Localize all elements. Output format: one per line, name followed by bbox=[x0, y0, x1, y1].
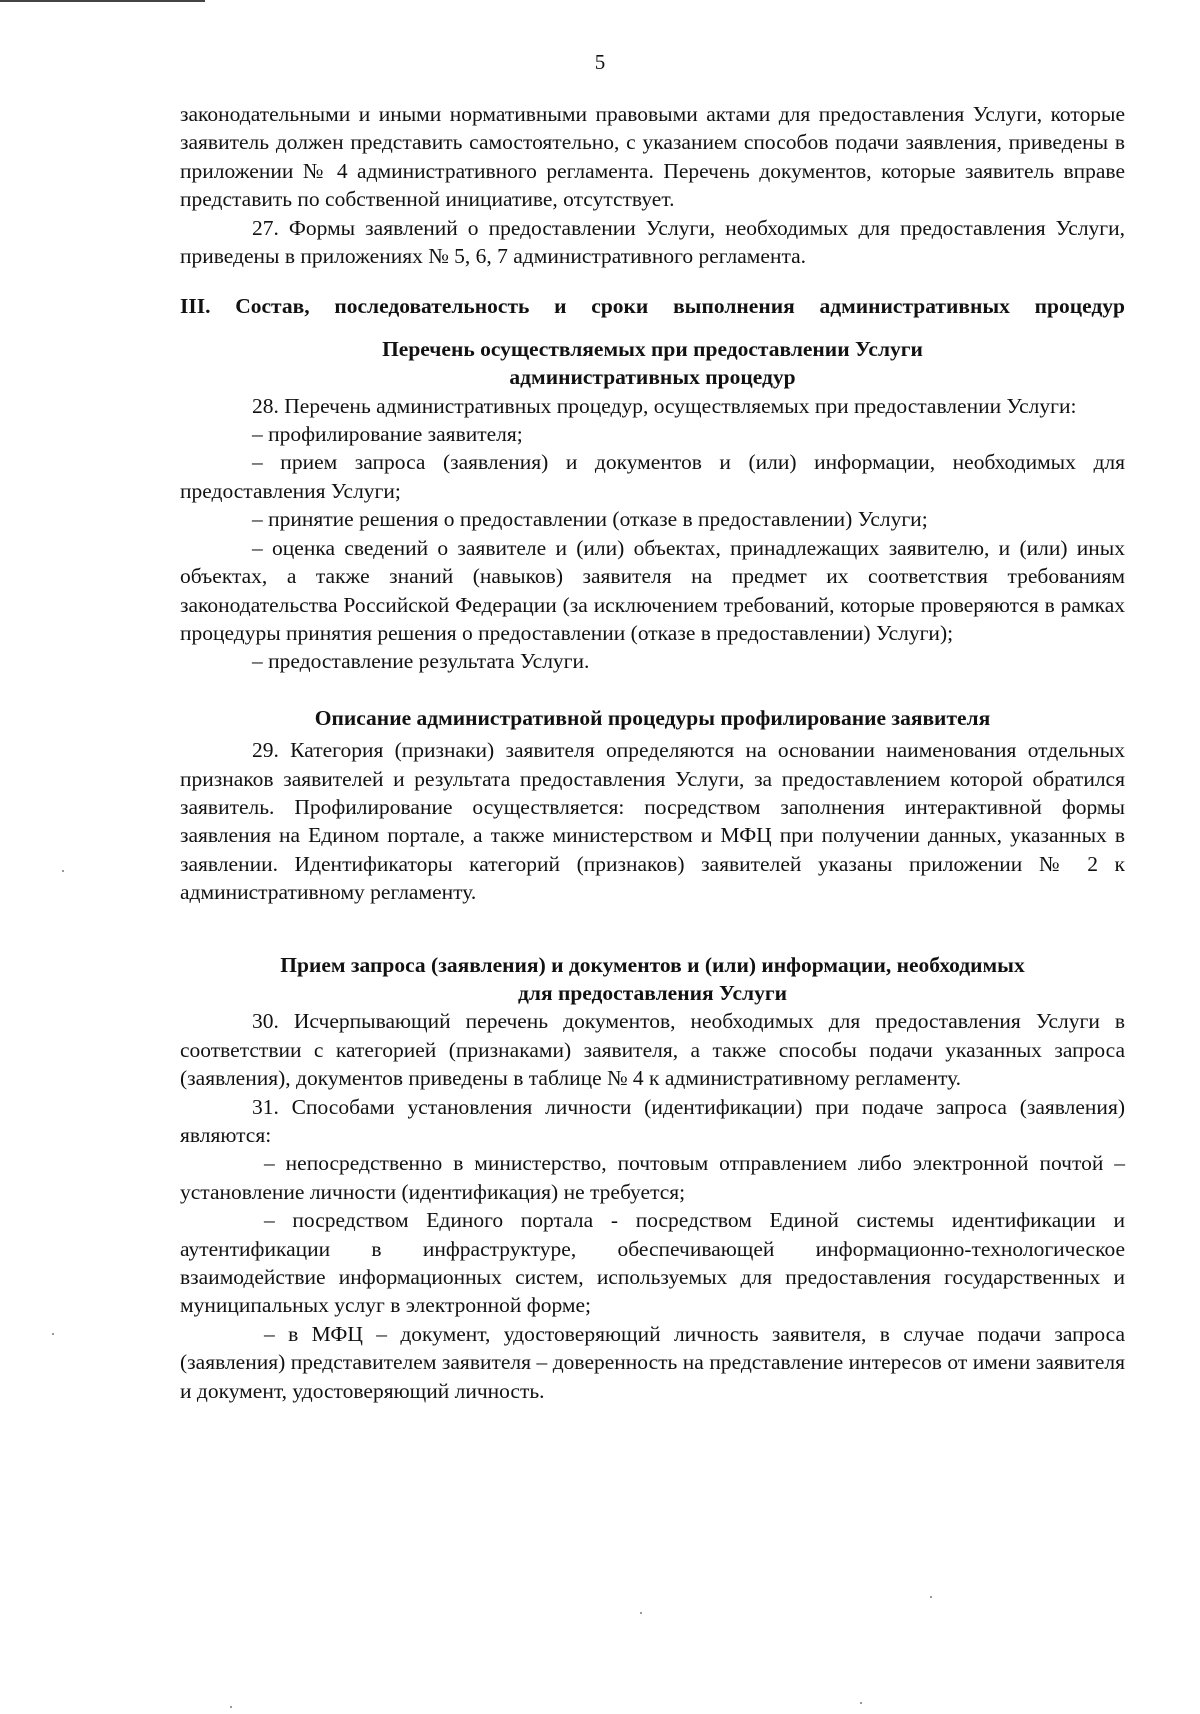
list-item-portal: – посредством Единого портала - посредством Единой системы идентификации и аутентификации в инфраструктуре, обеспечивающей информационно-технологическое взаимодействие информационных систем, используемых для предоставления государственных и муниципальных услуг в электронной форме; bbox=[180, 1208, 1125, 1318]
paragraph-28: 28. Перечень административных процедур, осуществляемых при предоставлении Услуги: bbox=[252, 393, 1077, 418]
scan-speck bbox=[62, 870, 64, 872]
subheading-profiling: Описание административной процедуры профилирование заявителя bbox=[314, 705, 991, 730]
paragraph-30: 30. Исчерпывающий перечень документов, необходимых для предоставления Услуги в соответствии с категорией (признаками) заявителя, а также способы подачи указанных запроса (заявления), документов приведены в таблице № 4 к административному регламенту. bbox=[180, 1009, 1125, 1091]
document-body bbox=[180, 100, 1125, 1405]
list-item-reception: – прием запроса (заявления) и документов и (или) информации, необходимых для предоставления Услуги; bbox=[180, 450, 1125, 503]
subheading-reception-line2: для предоставления Услуги bbox=[518, 980, 787, 1005]
scan-edge-line bbox=[0, 0, 205, 2]
paragraph-29: 29. Категория (признаки) заявителя определяются на основании наименования отдельных признаков заявителей и результата предоставления Услуги, за предоставлением которой обратился заявитель. Профилирование осуществляется: посредством заполнения интерактивной формы заявления на Едином портале, а также министерством и МФЦ при получении данных, указанных в заявлении. Идентификаторы категорий (признаков) заявителей указаны приложении № 2 к административному регламенту. bbox=[180, 738, 1125, 905]
list-item-profiling: – профилирование заявителя; bbox=[252, 422, 523, 447]
scan-speck bbox=[640, 1612, 642, 1614]
list-item-result: – предоставление результата Услуги. bbox=[252, 649, 590, 674]
page-number: 5 bbox=[594, 50, 606, 74]
subheading-procedures-line2: административных процедур bbox=[509, 365, 796, 390]
scan-speck bbox=[230, 1706, 232, 1708]
section-heading-iii: III. Состав, последовательность и сроки выполнения административных процедур bbox=[180, 294, 1125, 319]
list-item-mfc: – в МФЦ – документ, удостоверяющий личность заявителя, в случае подачи запроса (заявления) представителем заявителя – доверенность на представление интересов от имени заявителя и документ, удостоверяющий личность. bbox=[180, 1321, 1125, 1403]
scan-speck bbox=[52, 1333, 54, 1335]
scan-speck bbox=[930, 1596, 932, 1598]
paragraph-continuation: законодательными и иными нормативными правовыми актами для предоставления Услуги, которые заявитель должен представить самостоятельно, с указанием способов подачи заявления, приведены в приложении № 4 административного регламента. Перечень документов, которые заявитель вправе представить по собственной инициативе, отсутствует. bbox=[180, 102, 1125, 212]
paragraph-27: 27. Формы заявлений о предоставлении Услуги, необходимых для предоставления Услуги, приведены в приложениях № 5, 6, 7 административного регламента. bbox=[180, 215, 1125, 269]
scan-speck bbox=[860, 1702, 862, 1704]
list-item-ministry: – непосредственно в министерство, почтовым отправлением либо электронной почтой – установление личности (идентификация) не требуется; bbox=[180, 1151, 1125, 1204]
paragraph-31: 31. Способами установления личности (идентификации) при подаче запроса (заявления) являются: bbox=[180, 1094, 1125, 1147]
list-item-assessment: – оценка сведений о заявителе и (или) объектах, принадлежащих заявителю, и (или) иных объектах, а также знаний (навыков) заявителя на предмет их соответствия требованиям законодательства Российской Федерации (за исключением требований, которые проверяются в рамках процедуры принятия решения о предоставлении (отказе в предоставлении) Услуги); bbox=[180, 535, 1125, 645]
list-item-decision: – принятие решения о предоставлении (отказе в предоставлении) Услуги; bbox=[252, 507, 928, 532]
subheading-procedures-line1: Перечень осуществляемых при предоставлении Услуги bbox=[382, 336, 923, 361]
subheading-reception-line1: Прием запроса (заявления) и документов и (или) информации, необходимых bbox=[280, 952, 1025, 977]
